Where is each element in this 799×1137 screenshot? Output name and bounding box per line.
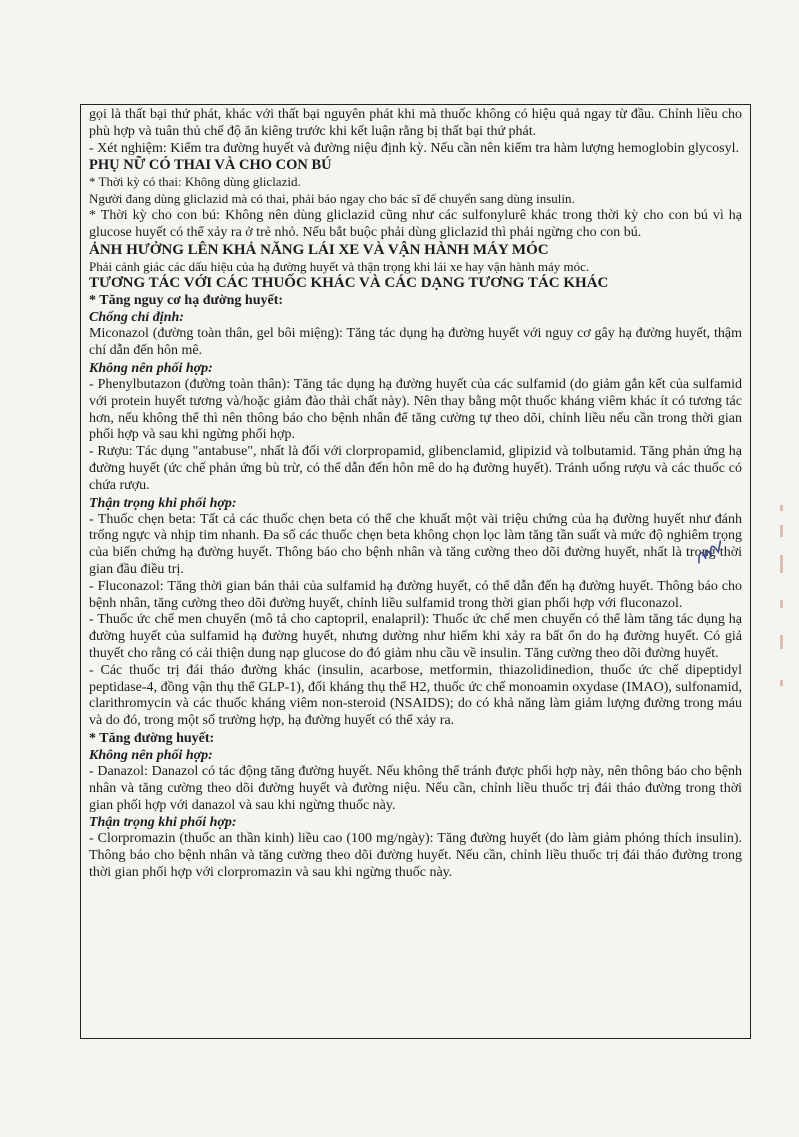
- paragraph: - Fluconazol: Tăng thời gian bán thải của sulfamid hạ đường huyết, có thể dẫn đến hạ đường huyết. Thông báo cho bệnh nhân, tăng cường theo dõi đường huyết, chỉnh liều sulfamid trong thời gian phối hợp với fluconazol.: [89, 578, 742, 611]
- document-page: [80, 104, 751, 1039]
- subsection-label: Chống chỉ định:: [89, 310, 184, 326]
- section-heading: PHỤ NỮ CÓ THAI VÀ CHO CON BÚ: [89, 157, 332, 174]
- paragraph: - Clorpromazin (thuốc an thần kinh) liều cao (100 mg/ngày): Tăng đường huyết (do làm giảm phóng thích insulin). Thông báo cho bệnh nhân và tăng cường theo dõi đường huyết. Nếu cần, chỉnh liều thuốc trị đái tháo đường trong thời gian phối hợp với clorpromazin và sau khi ngừng thuốc này.: [89, 831, 742, 880]
- subsection-heading: * Tăng đường huyết:: [89, 730, 215, 746]
- paragraph: * Thời kỳ cho con bú: Không nên dùng gliclazid cũng như các sulfonylurê khác trong thời kỳ cho con bú vì hạ glucose huyết có thể xảy ra ở trẻ nhỏ. Nếu bắt buộc phải dùng gliclazid thì phải ngừng cho con bú.: [89, 207, 742, 240]
- paragraph: * Thời kỳ có thai: Không dùng gliclazid.: [89, 174, 301, 190]
- margin-stamp-marks: [772, 505, 792, 710]
- paragraph: - Thuốc ức chế men chuyển (mô tả cho captopril, enalapril): Thuốc ức chế men chuyển có thể làm tăng tác dụng hạ đường huyết của sulfamid hạ đường huyết, nhưng dường như hiếm khi xảy ra bất ổn do hạ đường huyết. Có giả thuyết cho rằng có cải thiện dung nạp glucose do đó giảm nhu cầu về insulin. Tăng cường theo dõi đường huyết.: [89, 612, 742, 661]
- paragraph: Phải cảnh giác các dấu hiệu của hạ đường huyết và thận trọng khi lái xe hay vận hành máy móc.: [89, 258, 590, 274]
- paragraph: - Danazol: Danazol có tác động tăng đường huyết. Nếu không thể tránh được phối hợp này, nên thông báo cho bệnh nhân và tăng cường theo dõi đường huyết và đường niệu. Nếu cần, chỉnh liều thuốc trị đái tháo đường trong thời gian phối hợp với danazol và sau khi ngừng thuốc này.: [89, 763, 742, 813]
- paragraph: - Phenylbutazon (đường toàn thân): Tăng tác dụng hạ đường huyết của các sulfamid (do giảm gắn kết của sulfamid với protein huyết tương và/hoặc giảm đào thải chất này). Nên thay bằng một thuốc kháng viêm khác ít có tương tác hơn, nếu không thể thì nên thông báo cho bệnh nhân để tăng cường tự theo dõi, chỉnh liều nếu cần trong thời gian phối hợp và sau khi ngừng phối hợp.: [89, 376, 742, 443]
- subsection-label: Thận trọng khi phối hợp:: [89, 495, 237, 511]
- paragraph: - Xét nghiệm: Kiểm tra đường huyết và đường niệu định kỳ. Nếu cần nên kiểm tra hàm lượng hemoglobin glycosyl.: [89, 140, 739, 156]
- subsection-label: Thận trọng khi phối hợp:: [89, 815, 237, 831]
- subsection-label: Không nên phối hợp:: [89, 747, 213, 763]
- paragraph: gọi là thất bại thứ phát, khác với thất bại nguyên phát khi mà thuốc không có hiệu quả ngay từ đầu. Chỉnh liều cho phù hợp và tuân thủ chế độ ăn kiêng trước khi kết luận rằng bị thất bại thứ phát.: [89, 107, 742, 139]
- paragraph: - Rượu: Tác dụng "antabuse", nhất là đối với clorpropamid, glibenclamid, glipizid và tolbutamid. Tăng phản ứng hạ đường huyết (ức chế phản ứng bù trừ, có thể dẫn đến hôn mê do hạ đường huyết). Tránh uống rượu và các thuốc có chứa rượu.: [89, 444, 742, 493]
- paragraph: - Thuốc chẹn beta: Tất cả các thuốc chẹn beta có thể che khuất một vài triệu chứng của hạ đường huyết như đánh trống ngực và nhịp tim nhanh. Đa số các thuốc chẹn beta không chọn lọc làm tăng tần suất và mức độ nghiêm trọng của biến chứng hạ đường huyết. Thông báo cho bệnh nhân và tăng cường theo dõi đường huyết, nhất là trong thời gian đầu điều trị.: [89, 511, 742, 577]
- paragraph: Miconazol (đường toàn thân, gel bôi miệng): Tăng tác dụng hạ đường huyết với nguy cơ gây hạ đường huyết, thậm chí dẫn đến hôn mê.: [89, 326, 742, 359]
- section-heading: TƯƠNG TÁC VỚI CÁC THUỐC KHÁC VÀ CÁC DẠNG TƯƠNG TÁC KHÁC: [89, 275, 609, 292]
- paragraph: Người đang dùng gliclazid mà có thai, phải báo ngay cho bác sĩ để chuyển sang dùng insulin.: [89, 191, 575, 207]
- subsection-heading: * Tăng nguy cơ hạ đường huyết:: [89, 293, 284, 309]
- paragraph: - Các thuốc trị đái tháo đường khác (insulin, acarbose, metformin, thiazolidinedion, thuốc ức chế dipeptidyl peptidase-4, đồng vận thụ thể GLP-1), đối kháng thụ thể H2, thuốc ức chế monoamin oxydase (IMAO), sulfonamid, clarithromycin và các thuốc kháng viêm non-steroid (NSAIDS); do có khả năng làm giảm lượng đường trong máu và do đó, trong một số trường hợp, hạ đường huyết có thể xảy ra.: [89, 662, 742, 729]
- subsection-label: Không nên phối hợp:: [89, 360, 213, 376]
- section-heading: ẢNH HƯỞNG LÊN KHẢ NĂNG LÁI XE VÀ VẬN HÀNH MÁY MÓC: [89, 241, 549, 258]
